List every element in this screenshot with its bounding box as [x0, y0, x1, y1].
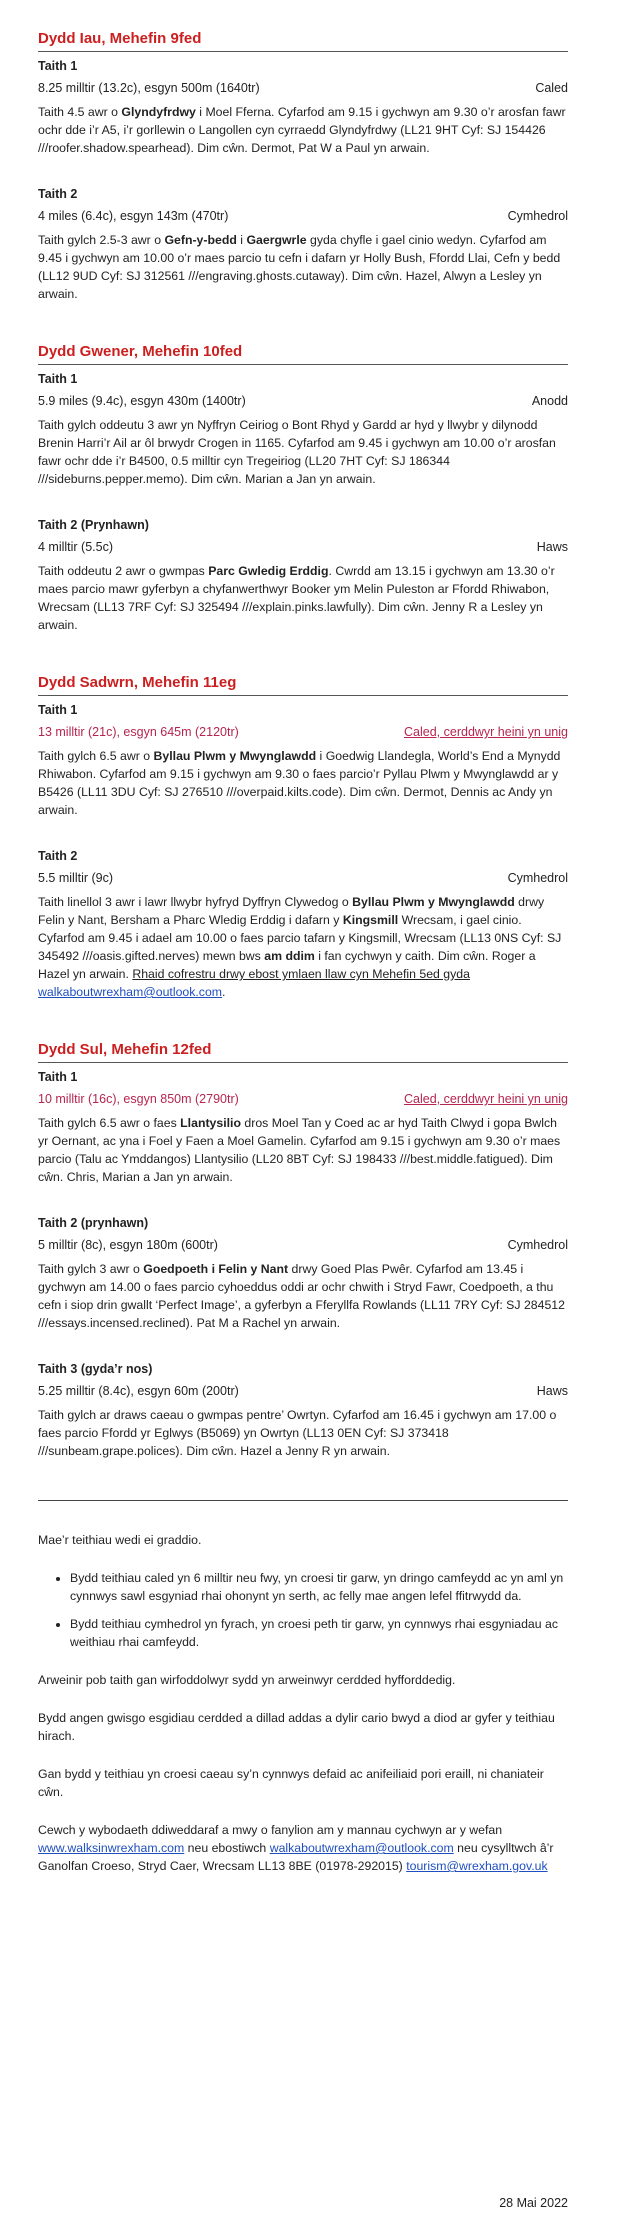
walk-name: Taith 1: [38, 1070, 78, 1084]
walk-grade: Cymhedrol: [507, 209, 568, 223]
days-list: [38, 30, 568, 1460]
walk-description: [38, 1260, 568, 1332]
bold-text: Goedpoeth i Felin y Nant: [143, 1262, 289, 1276]
text-run: Taith gylch 6.5 awr o faes: [38, 1116, 181, 1130]
walk-distance: 5.25 milltir (8.4c), esgyn 60m (200tr): [38, 1384, 239, 1398]
walk-grade: Haws: [536, 1384, 568, 1398]
grading-item-moderate: • Bydd teithiau cymhedrol yn fyrach, yn croesi peth tir garw, yn cynnwys rhai esgyniadau ac weithiau rhai camfeydd.: [70, 1615, 568, 1651]
text-run: dros Moel Tan y Coed ac ar hyd Taith Clwyd i gopa Bwlch yr Oernant, ac yna i Foel y Faen a Moel Gamelin. Cyfarfod am 9.15 i gychwyn am 9.30 o’r maes parcio (Talu ac Ymddangos) Llantysilio (LL20 8BT Cyf: SJ 198433 ///best.middle.fatigued). Dim cŵn. Chris, Marian a Jan yn arwain.: [38, 1116, 561, 1184]
text-run: i Goedwig Llandegla, World’s End a Mynydd Rhiwabon. Cyfarfod am 9.15 i gychwyn am 9.30 o faes parcio’r Pyllau Plwm y Mwynglawdd ar y B5426 (LL11 3DU Cyf: SJ 276510 ///overpaid.kilts.code). Dim cŵn. Dermot, Dennis ac Andy yn arwain.: [38, 749, 561, 817]
text-run: Taith gylch ar draws caeau o gwmpas pentre’ Owrtyn. Cyfarfod am 16.45 i gychwyn am 17.00 o faes parcio Ffordd yr Eglwys (B5069) yn Owrtyn (LL13 0EN Cyf: SJ 373418 ///sunbeam.grape.polices). Dim cŵn. Hazel a Jenny R yn arwain.: [38, 1408, 557, 1458]
walk-name: Taith 2: [38, 849, 78, 863]
text-run: drwy Goed Plas Pwêr. Cyfarfod am 13.45 i gychwyn am 14.00 o faes parcio cyhoeddus oddi ar ochr chwith i Stryd Fawr, Coedpoeth, a thu cefn i siop drin gwallt ‘Perfect Image’, a gyferbyn a Fferyllfa Rowlands (LL11 7RY Cyf: SJ 284512 ///essays.incensed.reclined). Pat M a Rachel yn arwain.: [38, 1262, 565, 1330]
walk-description: [38, 416, 568, 488]
day-section: [38, 343, 568, 634]
walk-name: Taith 2: [38, 187, 78, 201]
walk-description: [38, 231, 568, 303]
walk-distance: 8.25 milltir (13.2c), esgyn 500m (1640tr): [38, 81, 260, 95]
text-run: Wrecsam, i gael cinio. Cyfarfod am 9.45 i adael am 10.00 o faes parcio tafarn y Kingsmill, Wrecsam (LL13 0NS Cyf: SJ 345492 ///oasis.gifted.nerves) mewn bws: [38, 913, 562, 963]
walk-entry: [38, 1216, 568, 1332]
walk-description: [38, 1406, 568, 1460]
walk-name: Taith 1: [38, 372, 78, 386]
text-run: neu cysylltwch â’r Ganolfan Croeso, Stryd Caer, Wrecsam LL13 8BE (01978-292015): [38, 1841, 554, 1873]
leaders-note: Arweinir pob taith gan wirfoddolwyr sydd yn arweinwyr cerdded hyfforddedig.: [38, 1673, 456, 1687]
walk-name: Taith 3 (gyda’r nos): [38, 1362, 153, 1376]
walk-meta: [38, 209, 568, 223]
walk-description: [38, 1114, 568, 1186]
walk-distance: 4 milltir (5.5c): [38, 540, 114, 554]
walk-entry: [38, 849, 568, 1001]
text-run: Taith gylch oddeutu 3 awr yn Nyffryn Ceiriog o Bont Rhyd y Gardd ar hyd y llwybr y dilynodd Brenin Harri’r Ail ar ôl brwydr Crogen in 1165. Cyfarfod am 9.45 i gychwyn am 10.00 o’r arosfan fawr ochr dde i’r B4500, 0.5 milltir cyn Tregeiriog (LL20 7HT Cyf: SJ 186344 ///sideburns.pepper.memo). Dim cŵn. Marian a Jan yn arwain.: [38, 418, 556, 486]
bold-text: Byllau Plwm y Mwynglawdd: [153, 749, 317, 763]
day-title: Dydd Sadwrn, Mehefin 11eg: [38, 674, 568, 696]
walk-distance: 5.9 miles (9.4c), esgyn 430m (1400tr): [38, 394, 246, 408]
bold-text: Gefn-y-bedd: [164, 233, 237, 247]
inline-link[interactable]: www.walksinwrexham.com: [38, 1841, 185, 1855]
walk-meta: [38, 540, 568, 554]
text-run: neu ebostiwch: [184, 1841, 270, 1855]
day-section: [38, 674, 568, 1001]
walk-grade: Haws: [536, 540, 568, 554]
walk-description: [38, 747, 568, 819]
text-run: Taith gylch 2.5-3 awr o: [38, 233, 165, 247]
grading-item-hard: • Bydd teithiau caled yn 6 milltir neu fwy, yn croesi tir garw, yn dringo camfeydd ac yn aml yn cynnwys sawl esgyniad rhai ohonynt yn serth, ac felly mae angen lefel ffitrwydd da.: [70, 1569, 568, 1605]
walk-name: Taith 2 (Prynhawn): [38, 518, 149, 532]
walk-entry: [38, 703, 568, 819]
text-run: Cewch y wybodaeth ddiweddaraf a mwy o fanylion am y mannau cychwyn ar y wefan: [38, 1823, 503, 1837]
walk-name: Taith 1: [38, 59, 78, 73]
text-run: i Moel Fferna. Cyfarfod am 9.15 i gychwyn am 9.30 o’r arosfan fawr ochr dde i’r A5, i’r gorllewin o Langollen cyn cyrraedd Glyndyfrdwy (LL21 9HT Cyf: SJ 154426 ///roofer.shadow.spearhead). Dim cŵn. Dermot, Pat W a Paul yn arwain.: [38, 105, 566, 155]
dogs-note: Gan bydd y teithiau yn croesi caeau sy’n cynnwys defaid ac anifeiliaid pori eraill, ni chaniateir cŵn.: [38, 1767, 544, 1799]
walk-meta: [38, 1238, 568, 1252]
walk-entry: [38, 59, 568, 157]
document-date: 28 Mai 2022: [499, 2196, 568, 2210]
inline-link[interactable]: walkaboutwrexham@outlook.com: [38, 985, 223, 999]
walk-grade: Cymhedrol: [507, 871, 568, 885]
walk-entry: [38, 372, 568, 488]
walk-meta: [38, 1092, 568, 1106]
text-run: Taith 4.5 awr o: [38, 105, 122, 119]
walks-document: [38, 30, 568, 1895]
walk-distance: 10 milltir (16c), esgyn 850m (2790tr): [38, 1092, 239, 1106]
walk-distance: 5 milltir (8c), esgyn 180m (600tr): [38, 1238, 218, 1252]
walk-entry: [38, 187, 568, 303]
text-run: Taith oddeutu 2 awr o gwmpas: [38, 564, 209, 578]
walk-name: Taith 1: [38, 703, 78, 717]
underlined-text: Rhaid cofrestru drwy ebost ymlaen llaw cyn Mehefin 5ed gyda: [132, 967, 470, 981]
inline-link[interactable]: tourism@wrexham.gov.uk: [406, 1859, 548, 1873]
bold-text: Glyndyfrdwy: [121, 105, 196, 119]
day-title: Dydd Sul, Mehefin 12fed: [38, 1041, 568, 1063]
equipment-note: Bydd angen gwisgo esgidiau cerdded a dillad addas a dylir cario bwyd a diod ar gyfer y teithiau hirach.: [38, 1711, 555, 1743]
grading-intro: Mae’r teithiau wedi ei graddio.: [38, 1533, 202, 1547]
text-run: i: [236, 233, 247, 247]
walk-grade: Caled, cerddwyr heini yn unig: [404, 1092, 568, 1106]
walk-name: Taith 2 (prynhawn): [38, 1216, 149, 1230]
walk-entry: [38, 1362, 568, 1460]
walk-meta: [38, 81, 568, 95]
text-run: Taith gylch 6.5 awr o: [38, 749, 154, 763]
bold-text: am ddim: [264, 949, 315, 963]
walk-meta: [38, 871, 568, 885]
grading-list: [38, 1569, 568, 1651]
walk-distance: 13 milltir (21c), esgyn 645m (2120tr): [38, 725, 239, 739]
walk-grade: Cymhedrol: [507, 1238, 568, 1252]
inline-link[interactable]: walkaboutwrexham@outlook.com: [269, 1841, 454, 1855]
text-run: i fan cychwyn y caith. Dim cŵn. Roger a Hazel yn arwain.: [38, 949, 536, 981]
text-run: gyda chyfle i gael cinio wedyn. Cyfarfod am 9.45 i gychwyn am 10.00 o’r maes parcio tu cefn i dafarn yr Holly Bush, Ffordd Llai, Cefn y bedd (LL12 9UD Cyf: SJ 312561 ///engraving.ghosts.cutaway). Dim cŵn. Hazel, Alwyn a Lesley yn arwain.: [38, 233, 561, 301]
walk-grade: Caled: [535, 81, 568, 95]
bold-text: Gaergwrle: [246, 233, 307, 247]
walk-grade: Caled, cerddwyr heini yn unig: [404, 725, 568, 739]
text-run: drwy Felin y Nant, Bersham a Pharc Wledig Erddig i dafarn y: [38, 895, 545, 927]
bold-text: Kingsmill: [342, 913, 399, 927]
walk-description: [38, 893, 568, 1001]
walk-description: [38, 562, 568, 634]
bold-text: Byllau Plwm y Mwynglawdd: [352, 895, 515, 909]
walk-description: [38, 103, 568, 157]
day-section: [38, 1041, 568, 1460]
walk-entry: [38, 1070, 568, 1186]
walk-meta: [38, 394, 568, 408]
text-run: . Cwrdd am 13.15 i gychwyn am 13.30 o’r maes parcio mawr gyferbyn a chyfanwerthwyr Booker ym Melin Puleston ar Ffordd Rhiwabon, Wrecsam (LL13 7RF Cyf: SJ 325494 ///explain.pinks.lawfully). Dim cŵn. Jenny R a Lesley yn arwain.: [38, 564, 555, 632]
walk-meta: [38, 1384, 568, 1398]
text-run: .: [222, 985, 226, 999]
text-run: Taith linellol 3 awr i lawr llwybr hyfryd Dyffryn Clywedog o: [38, 895, 353, 909]
walk-entry: [38, 518, 568, 634]
section-divider: [38, 1500, 568, 1501]
contact-note: [38, 1821, 568, 1875]
text-run: Taith gylch 3 awr o: [38, 1262, 144, 1276]
walk-grade: Anodd: [531, 394, 568, 408]
day-section: [38, 30, 568, 303]
walk-meta: [38, 725, 568, 739]
day-title: Dydd Gwener, Mehefin 10fed: [38, 343, 568, 365]
notes-section: [38, 1531, 568, 1875]
walk-distance: 5.5 milltir (9c): [38, 871, 114, 885]
day-title: Dydd Iau, Mehefin 9fed: [38, 30, 568, 52]
bold-text: Llantysilio: [180, 1116, 241, 1130]
bold-text: Parc Gwledig Erddig: [208, 564, 329, 578]
walk-distance: 4 miles (6.4c), esgyn 143m (470tr): [38, 209, 229, 223]
